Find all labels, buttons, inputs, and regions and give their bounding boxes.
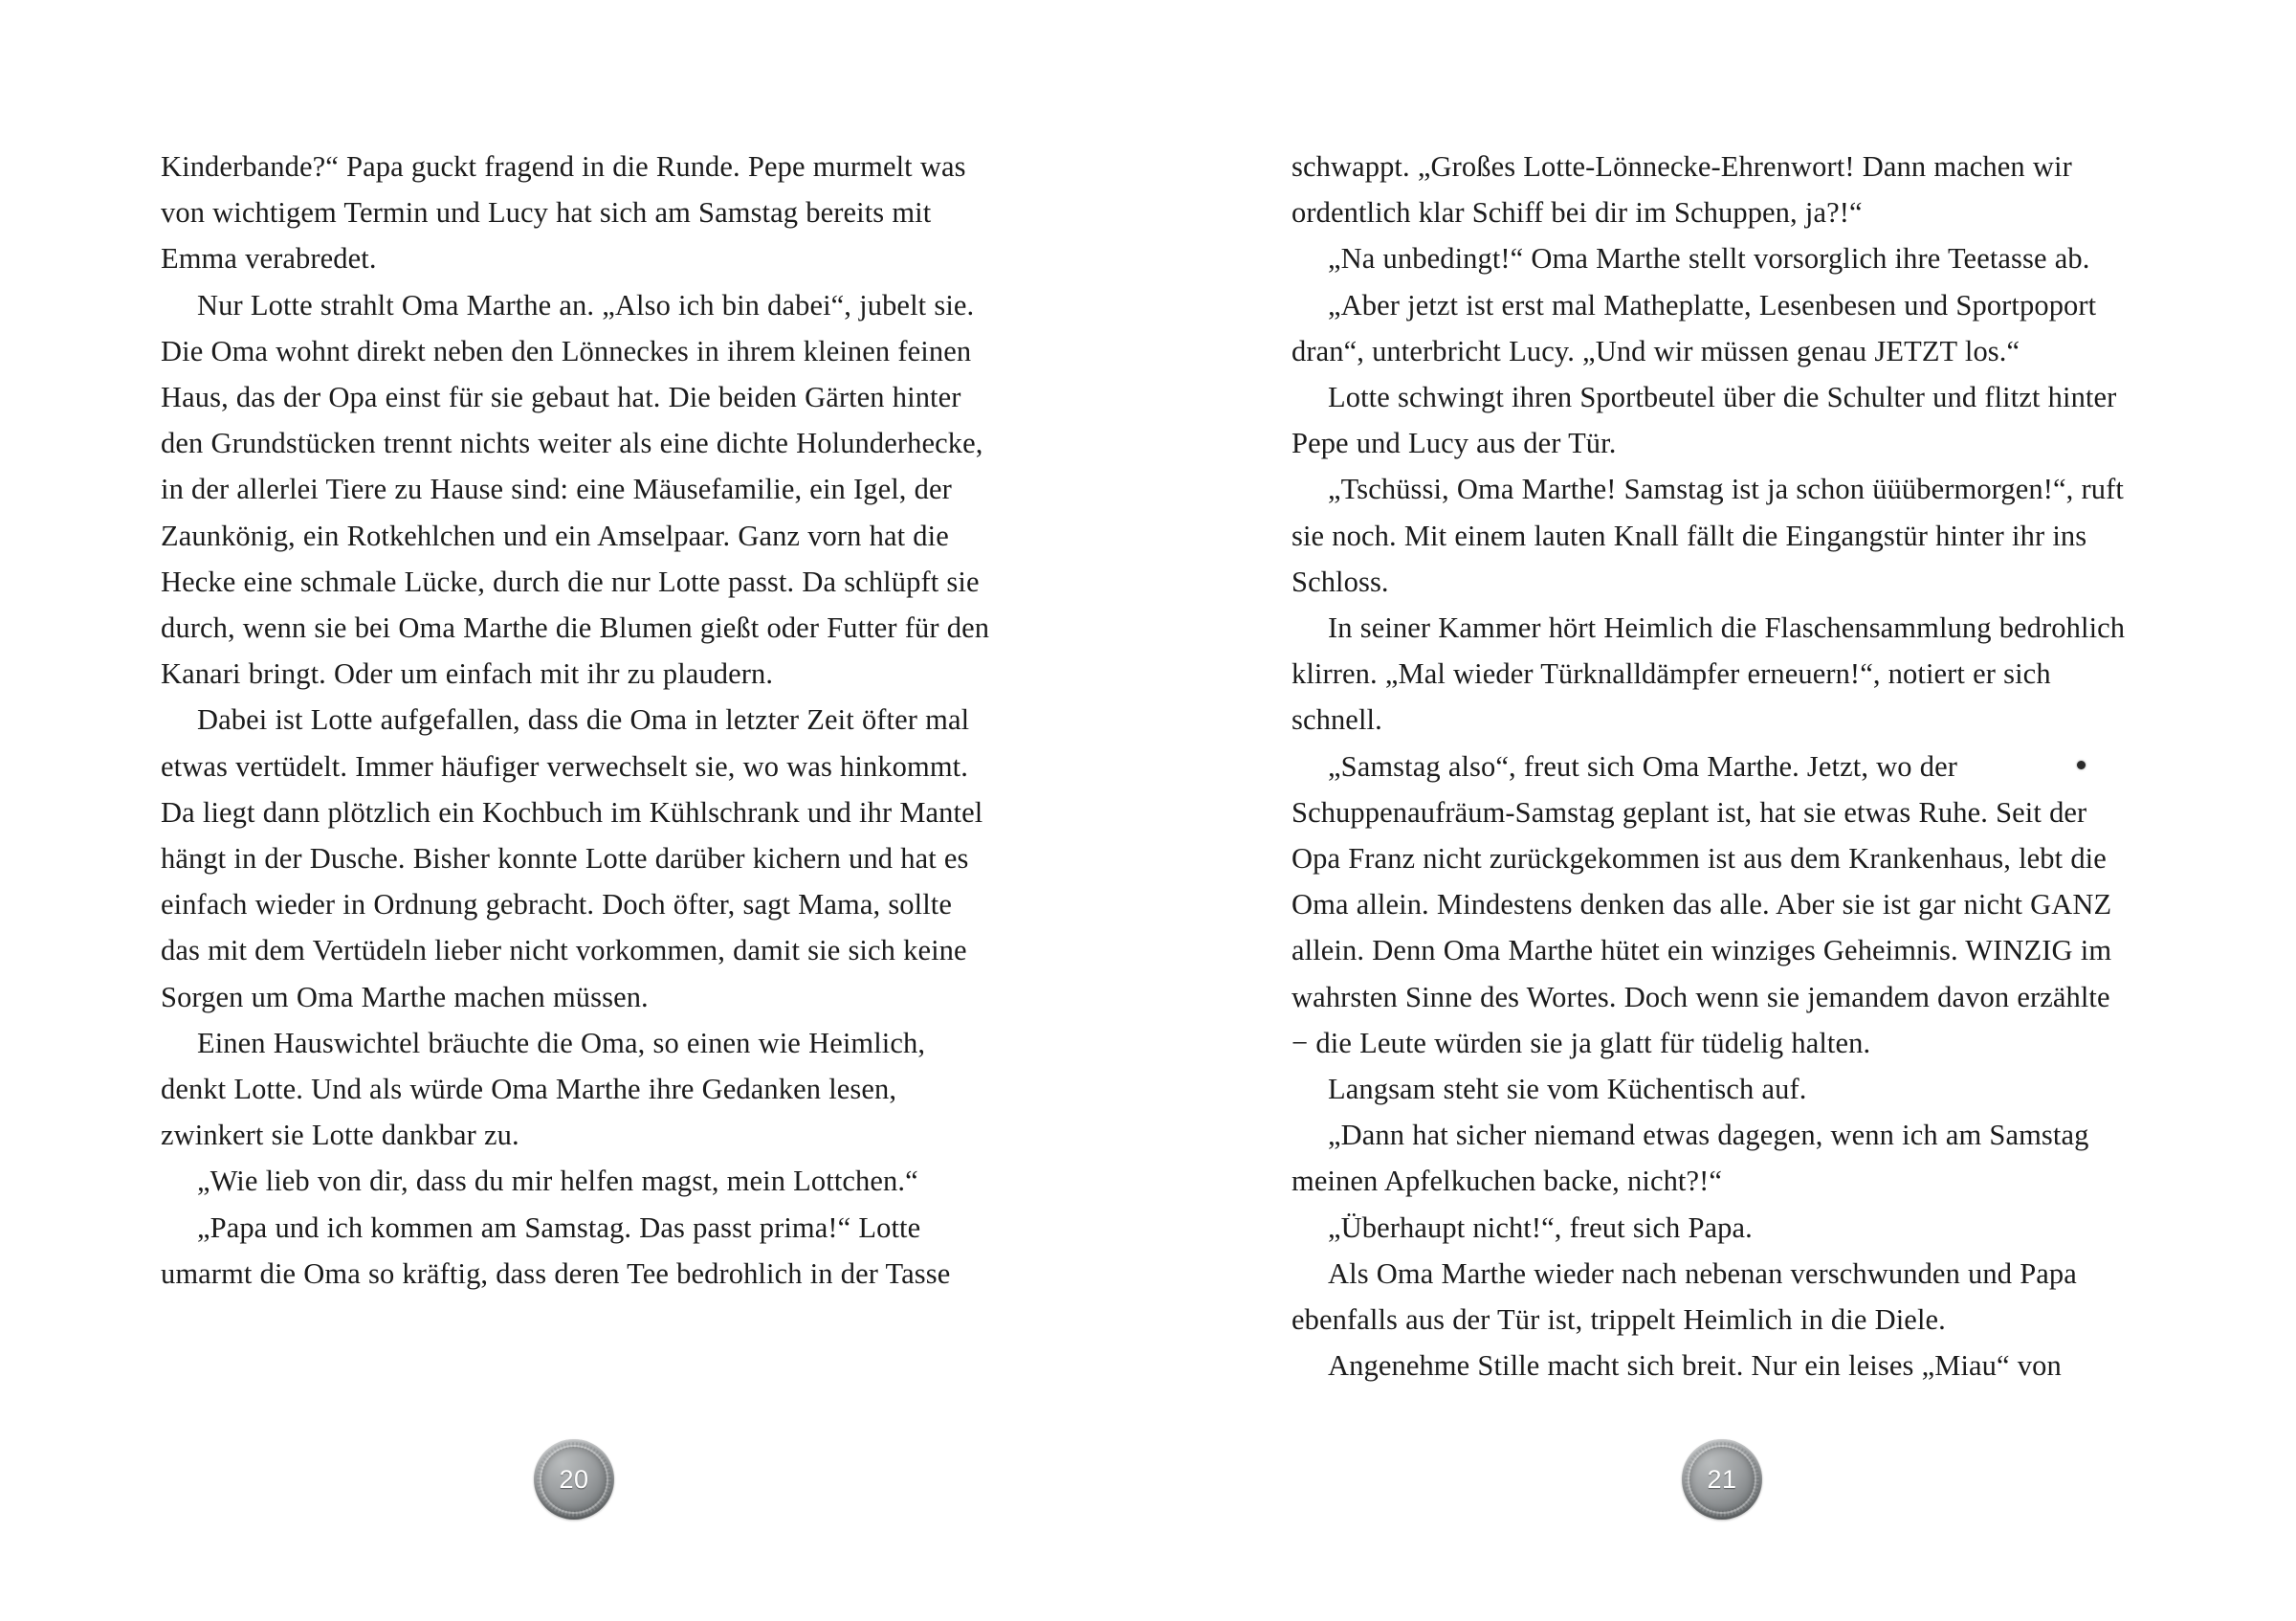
page-number: 21 bbox=[1707, 1464, 1737, 1494]
paragraph: schwappt. „Großes Lotte-Lönnecke-Ehrenwort! Dann machen wir ordentlich klar Schiff bei dir im Schuppen, ja?!“ bbox=[1292, 150, 2072, 230]
right-page bbox=[1148, 0, 2296, 1621]
paragraph: Langsam steht sie vom Küchentisch auf. bbox=[1328, 1073, 1807, 1106]
paragraph: Dabei ist Lotte aufgefallen, dass die Oma in letzter Zeit öfter mal etwas vertüdelt. Immer häufiger verwechselt sie, wo was hinkommt. Da liegt dann plötzlich ein Kochbuch im Kühlschrank und ihr Mantel hängt in der Dusche. Bisher konnte Lotte darüber kichern und hat es einfach wieder in Ordnung gebracht. Doch öfter, sagt Mama, sollte das mit dem Vertüdeln lieber nicht vorkommen, damit sie sich keine Sorgen um Oma Marthe machen müssen. bbox=[161, 703, 983, 1013]
paragraph: Als Oma Marthe wieder nach nebenan verschwunden und Papa ebenfalls aus der Tür ist, trippelt Heimlich in die Diele. bbox=[1292, 1256, 2077, 1337]
right-page-folio bbox=[1148, 1439, 2296, 1520]
folio-badge-icon bbox=[534, 1439, 614, 1520]
paragraph: Angenehme Stille macht sich breit. Nur ein leises „Miau“ von bbox=[1328, 1349, 2062, 1383]
paragraph: Kinderbande?“ Papa guckt fragend in die Runde. Pepe murmelt was von wichtigem Termin und Lucy hat sich am Samstag bereits mit Emma verabredet. bbox=[161, 150, 966, 276]
paragraph: „Na unbedingt!“ Oma Marthe stellt vorsorglich ihre Teetasse ab. bbox=[1328, 242, 2090, 276]
paragraph: „Dann hat sicher niemand etwas dagegen, wenn ich am Samstag meinen Apfelkuchen backe, nicht?!“ bbox=[1292, 1119, 2089, 1198]
paragraph: In seiner Kammer hört Heimlich die Flaschensammlung bedrohlich klirren. „Mal wieder Türknalldämpfer erneuern!“, notiert er sich schnell. bbox=[1292, 611, 2126, 737]
paragraph: „Tschüssi, Oma Marthe! Samstag ist ja schon üüübermorgen!“, ruft sie noch. Mit einem lauten Knall fällt die Eingangstür hinter ihr ins Schloss. bbox=[1292, 473, 2124, 598]
page-number: 20 bbox=[559, 1464, 589, 1494]
paragraph: „Samstag also“, freut sich Oma Marthe. Jetzt, wo der Schuppenaufräum-Samstag geplant ist, hat sie etwas Ruhe. Seit der Opa Franz nicht zurückgekommen ist aus dem Krankenhaus, lebt die Oma allein. Mindestens denken das alle. Aber sie ist gar nicht GANZ allein. Denn Oma Marthe hütet ein winziges Geheimnis. WINZIG im wahrsten Sinne des Wortes. Doch wenn sie jemandem davon erzählte − die Leute würden sie ja glatt für tüdelig halten. bbox=[1292, 749, 2112, 1059]
paragraph: „Aber jetzt ist erst mal Matheplatte, Lesenbesen und Sportpoport dran“, unterbricht Lucy. „Und wir müssen genau JETZT los.“ bbox=[1292, 288, 2097, 367]
paragraph: „Überhaupt nicht!“, freut sich Papa. bbox=[1328, 1210, 1753, 1244]
paragraph: „Papa und ich kommen am Samstag. Das passt prima!“ Lotte umarmt die Oma so kräftig, dass deren Tee bedrohlich in der Tasse bbox=[161, 1210, 951, 1290]
paragraph: Nur Lotte strahlt Oma Marthe an. „Also ich bin dabei“, jubelt sie. Die Oma wohnt direkt neben den Lönneckes in ihrem kleinen feinen Haus, das der Opa einst für sie gebaut hat. Die beiden Gärten hinter den Grundstücken trennt nichts weiter als eine dichte Holunderhecke, in der allerlei Tiere zu Hause sind: eine Mäusefamilie, ein Igel, der Zaunkönig, ein Rotkehlchen und ein Amselpaar. Ganz vorn hat die Hecke eine schmale Lücke, durch die nur Lotte passt. Da schlüpft sie durch, wenn sie bei Oma Marthe die Blumen gießt oder Futter für den Kanari bringt. Oder um einfach mit ihr zu plaudern. bbox=[161, 288, 990, 691]
paragraph: Einen Hauswichtel bräuchte die Oma, so einen wie Heimlich, denkt Lotte. Und als würde Oma Marthe ihre Gedanken lesen, zwinkert sie Lotte dankbar zu. bbox=[161, 1026, 926, 1152]
left-page-body bbox=[161, 144, 995, 1297]
right-page-body bbox=[1292, 144, 2133, 1388]
paragraph: Lotte schwingt ihren Sportbeutel über die Schulter und flitzt hinter Pepe und Lucy aus der Tür. bbox=[1292, 381, 2117, 460]
folio-badge-icon bbox=[1682, 1439, 1762, 1520]
mouse-cursor-icon bbox=[2077, 761, 2086, 769]
paragraph: „Wie lieb von dir, dass du mir helfen magst, mein Lottchen.“ bbox=[197, 1165, 918, 1198]
left-page-folio bbox=[0, 1439, 1148, 1520]
